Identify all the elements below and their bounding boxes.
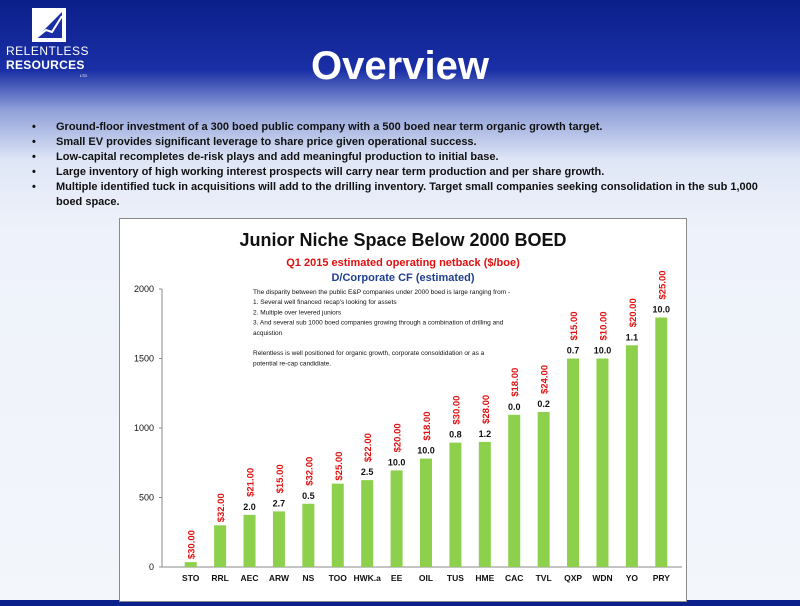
- debt-cf-label: 10.0: [387, 457, 406, 468]
- netback-label: $20.00: [392, 423, 404, 453]
- logo-mark-icon: [32, 8, 66, 42]
- debt-cf-label: 1.1: [625, 332, 639, 343]
- x-tick-label: PRY: [652, 573, 670, 583]
- netback-label: $30.00: [186, 530, 198, 560]
- annotation-line: acquistion: [253, 329, 283, 337]
- x-tick-label: EE: [390, 573, 403, 583]
- x-tick-label: TOO: [328, 573, 347, 583]
- y-tick-label: 1500: [133, 353, 154, 364]
- debt-cf-label: 2.0: [243, 501, 256, 512]
- annotation-line: Relentless is well positioned for organic growth, corporate consoldidation or as a: [253, 350, 485, 358]
- debt-cf-label: 10.0: [652, 304, 671, 315]
- bar: [508, 415, 520, 567]
- bar: [185, 562, 197, 567]
- x-tick-label: RRL: [211, 573, 229, 583]
- netback-label: $21.00: [245, 467, 257, 497]
- netback-label: $28.00: [480, 394, 492, 424]
- netback-label: $15.00: [274, 464, 286, 494]
- debt-cf-label: 2.7: [272, 498, 286, 509]
- x-tick-label: NS: [302, 573, 315, 583]
- annotation-line: 3. And several sub 1000 boed companies growing through a combination of drilling and: [253, 319, 504, 327]
- x-tick-label: TUS: [446, 573, 464, 583]
- logo-line2: RESOURCES: [6, 58, 85, 72]
- x-tick-label: QXP: [564, 573, 583, 583]
- netback-label: $25.00: [333, 451, 345, 481]
- y-tick-label: 2000: [133, 284, 154, 294]
- chart-bars: [182, 270, 670, 583]
- bar: [332, 484, 344, 567]
- netback-label: $10.00: [598, 311, 610, 341]
- debt-cf-label: 0.8: [449, 429, 462, 440]
- annotation-line: 2. Multiple over levered juniors: [253, 309, 342, 317]
- bullet-item: • Ground-floor investment of a 300 boed public company with a 500 boed near term organic growth target.: [28, 120, 768, 135]
- logo-line1: RELENTLESS: [6, 44, 90, 58]
- debt-cf-label: 10.0: [417, 445, 435, 456]
- netback-label: $32.00: [216, 493, 228, 523]
- x-tick-label: CAC: [505, 573, 524, 583]
- bar: [214, 525, 226, 567]
- bar: [538, 412, 550, 567]
- bullet-list: [28, 120, 768, 210]
- chart-subtitle-debt-cf: D/Corporate CF (estimated): [331, 272, 475, 284]
- bar: [626, 345, 638, 567]
- netback-label: $22.00: [363, 433, 375, 463]
- debt-cf-label: 0.0: [507, 401, 521, 412]
- annotation-line: The disparity between the public E&P companies under 2000 boed is large ranging from -: [253, 289, 511, 296]
- bar: [420, 459, 432, 567]
- bar: [273, 511, 285, 567]
- netback-label: $18.00: [422, 411, 433, 441]
- bar: [361, 480, 373, 567]
- annotation-line: 1. Several well financed recap's looking for assets: [253, 299, 397, 307]
- y-tick-label: 0: [148, 562, 154, 572]
- debt-cf-label: 0.7: [566, 345, 580, 356]
- bar-chart: [120, 219, 686, 601]
- chart-title: Junior Niche Space Below 2000 BOED: [239, 230, 567, 250]
- debt-cf-label: 1.2: [478, 428, 492, 439]
- x-tick-label: YO: [625, 573, 639, 583]
- netback-label: $25.00: [657, 270, 669, 300]
- x-tick-label: TVL: [535, 573, 552, 583]
- netback-label: $24.00: [539, 364, 551, 395]
- x-tick-label: HME: [475, 573, 495, 583]
- bullet-item: • Small EV provides significant leverage to share price given operational success.: [28, 135, 768, 150]
- netback-label: $32.00: [304, 456, 316, 486]
- logo-suffix: LTD: [80, 73, 88, 78]
- chart-subtitle-netback: Q1 2015 estimated operating netback ($/boe): [286, 257, 520, 269]
- bar: [449, 443, 461, 567]
- chart-frame: [119, 218, 687, 602]
- bar: [479, 442, 491, 567]
- x-tick-label: OIL: [418, 573, 434, 583]
- x-tick-label: STO: [182, 573, 200, 583]
- debt-cf-label: 10.0: [593, 345, 612, 356]
- debt-cf-label: 0.2: [537, 399, 550, 410]
- netback-label: $20.00: [627, 298, 639, 328]
- chart-annotation: [253, 289, 510, 367]
- bar: [391, 470, 403, 567]
- bullet-item: • Low-capital recompletes de-risk plays and add meaningful production to initial base.: [28, 150, 768, 165]
- netback-label: $15.00: [569, 311, 581, 341]
- x-tick-label: ARW: [268, 573, 290, 583]
- bar: [302, 504, 314, 567]
- bullet-item: • Multiple identified tuck in acquisitions will add to the drilling inventory. Target small companies seeking consolidation in the sub 1,000 boed space.: [28, 180, 768, 210]
- bar: [244, 515, 256, 567]
- netback-label: $30.00: [451, 395, 463, 425]
- bullet-item: • Large inventory of high working interest prospects will carry near term production and per share growth.: [28, 165, 768, 180]
- bar: [655, 317, 667, 567]
- bar: [596, 359, 608, 568]
- annotation-line: potential re-cap candidiate.: [253, 360, 332, 368]
- x-tick-label: WDN: [592, 573, 613, 583]
- x-tick-label: HWK.a: [353, 573, 381, 583]
- bar: [567, 359, 579, 568]
- y-tick-label: 1000: [133, 423, 154, 433]
- debt-cf-label: 2.5: [360, 467, 374, 478]
- page-title: Overview: [311, 44, 489, 88]
- x-tick-label: AEC: [240, 573, 259, 583]
- y-tick-label: 500: [138, 492, 154, 503]
- debt-cf-label: 0.5: [302, 490, 315, 501]
- netback-label: $18.00: [510, 367, 522, 397]
